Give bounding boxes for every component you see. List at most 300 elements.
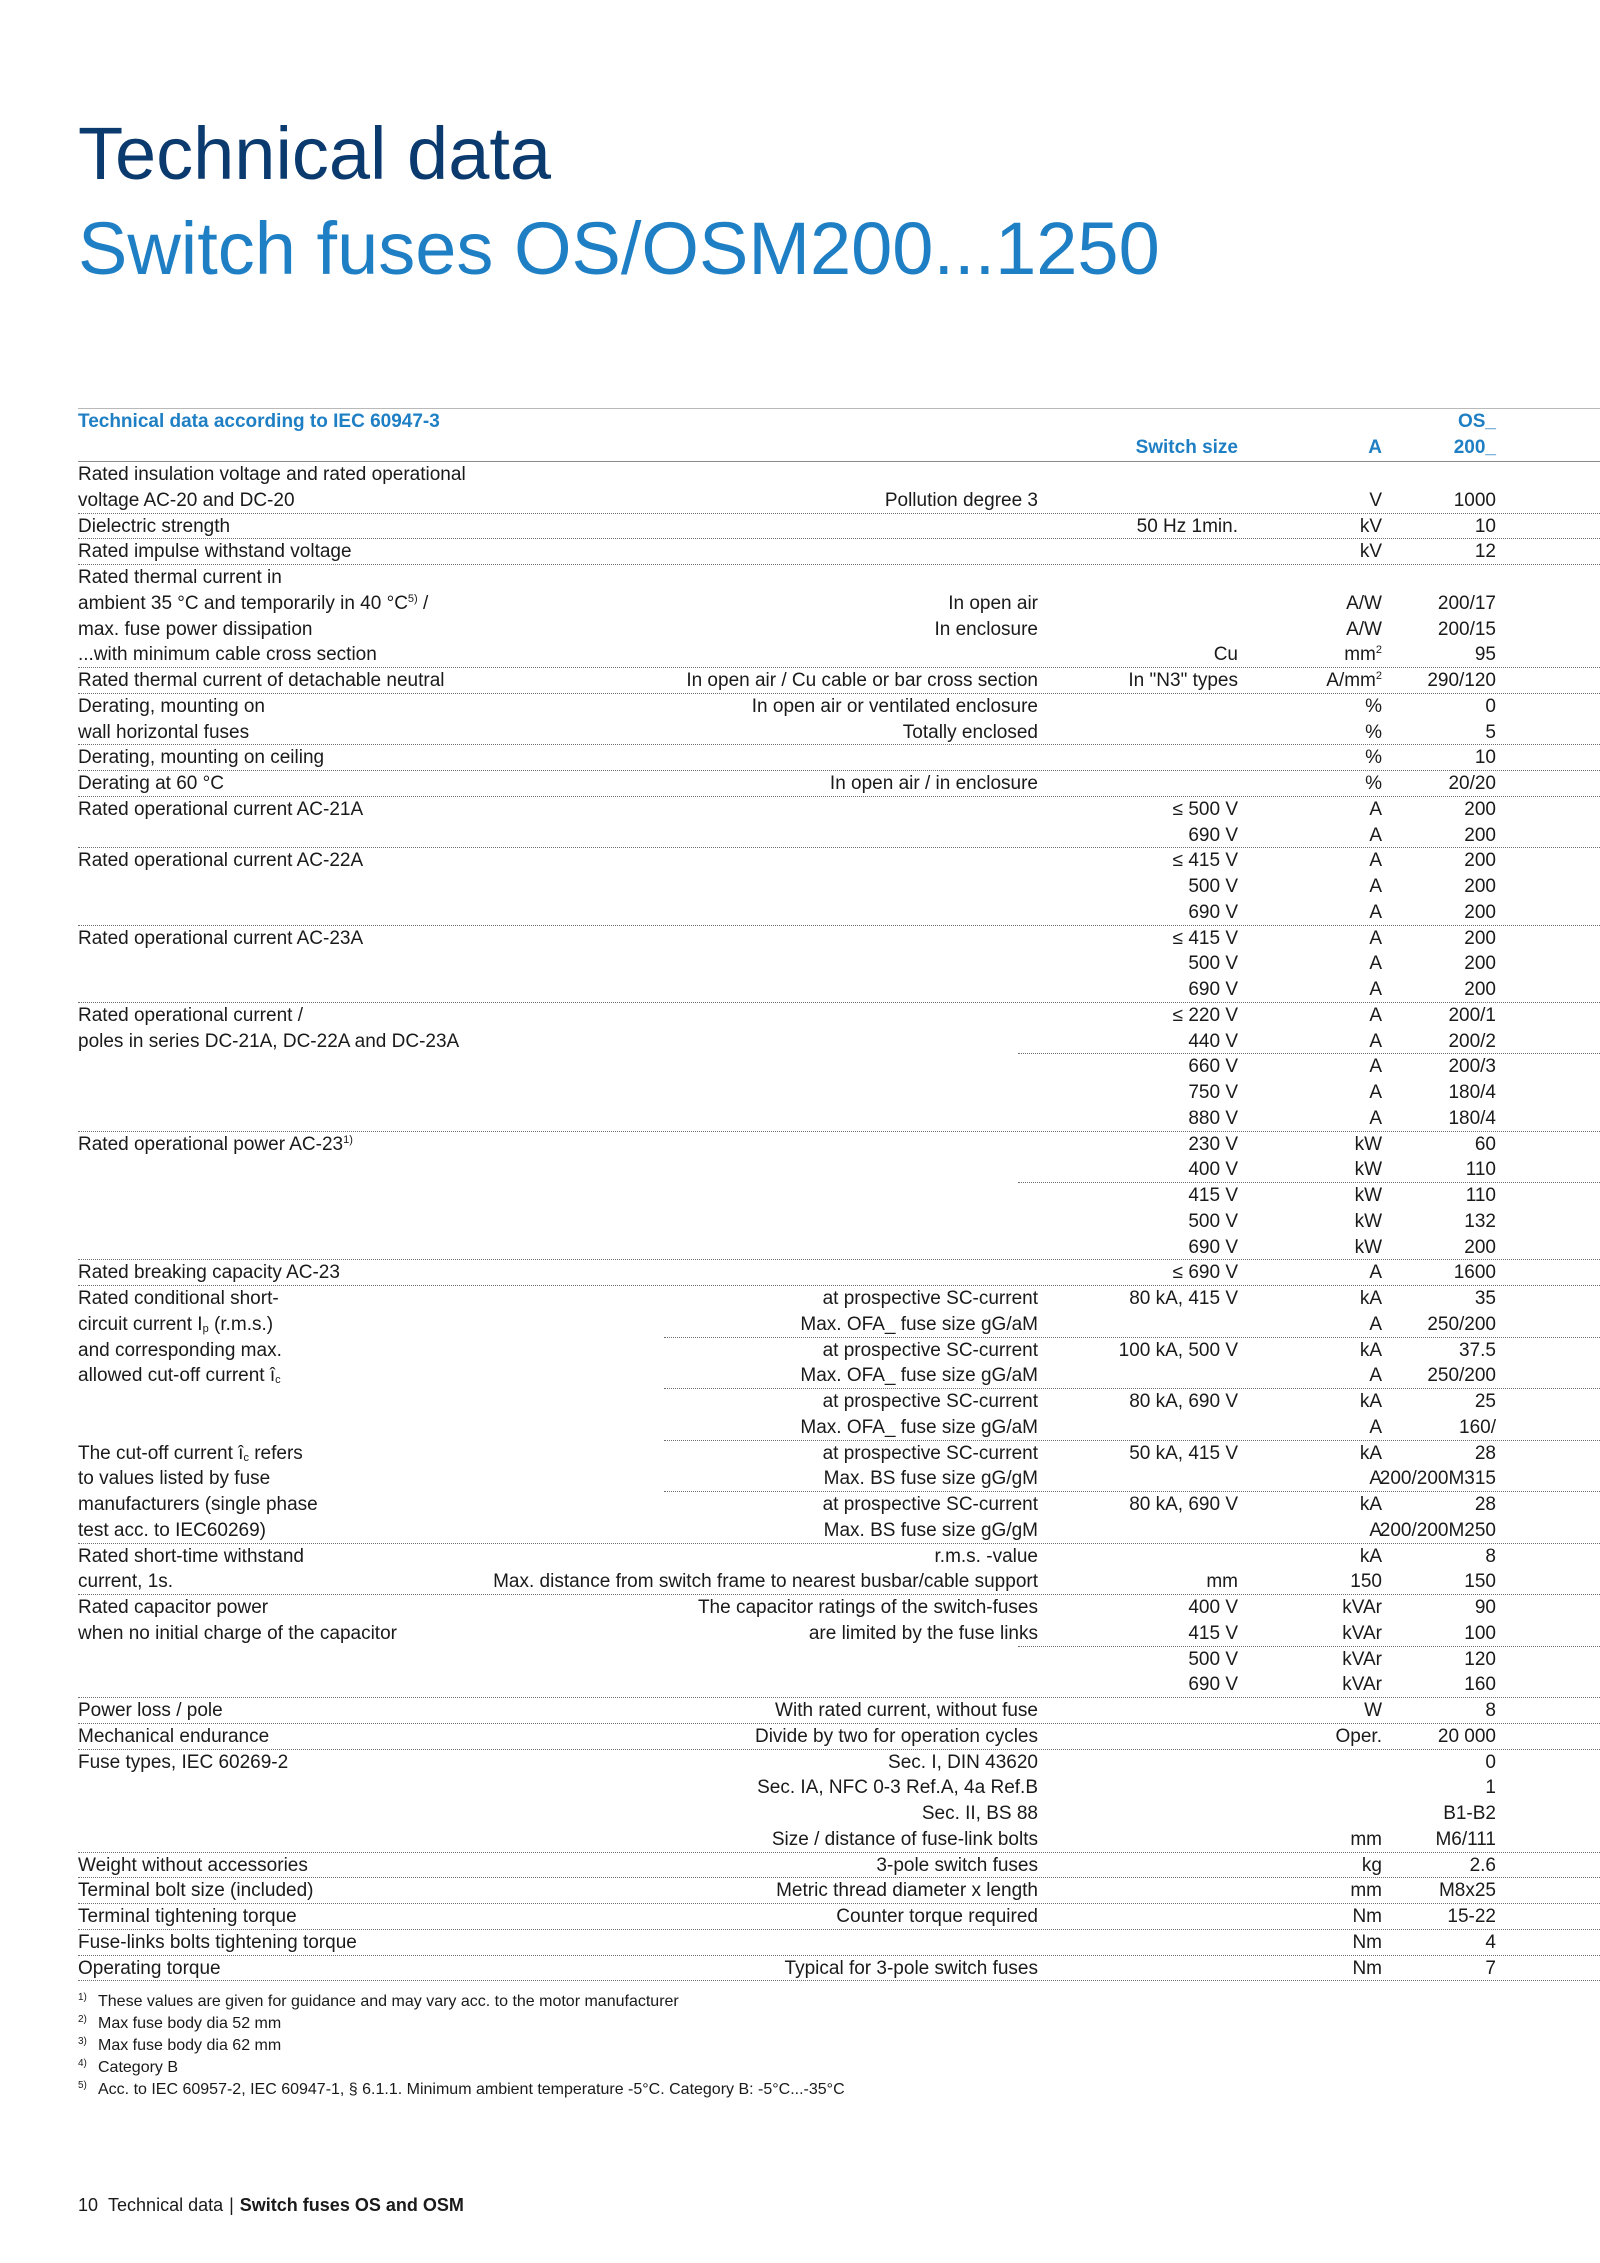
row-unit-text: kA xyxy=(1359,1288,1382,1309)
row-condition-text: Divide by two for operation cycles xyxy=(754,1725,1038,1747)
table-row xyxy=(78,823,1600,849)
row-label-text: wall horizontal fuses xyxy=(78,721,250,743)
row-value xyxy=(1443,1801,1496,1827)
row-unit-text: kA xyxy=(1359,1442,1382,1464)
row-label xyxy=(78,488,295,514)
row-label xyxy=(78,720,249,746)
row-label xyxy=(78,1029,459,1055)
row-label xyxy=(78,1492,318,1518)
row-value-text: 15-22 xyxy=(1447,1906,1496,1927)
row-value xyxy=(1438,617,1496,643)
row-condition-text: Pollution degree 3 xyxy=(884,489,1038,511)
row-unit-text: kA xyxy=(1359,1494,1382,1515)
row-label xyxy=(78,745,324,771)
row-switch-size xyxy=(1188,1106,1238,1132)
row-switch-size-text: 500 V xyxy=(1188,876,1238,897)
row-unit xyxy=(1369,1106,1382,1132)
table-row xyxy=(78,1672,1600,1698)
table-row xyxy=(78,1724,1600,1750)
row-condition xyxy=(903,720,1038,746)
table-header-row-2 xyxy=(78,435,1600,462)
row-condition xyxy=(772,1827,1038,1853)
row-condition-text: Totally enclosed xyxy=(902,721,1038,743)
row-switch-size-text: 690 V xyxy=(1188,824,1238,846)
row-label xyxy=(78,926,363,952)
footer-separator: | xyxy=(229,2195,234,2215)
row-switch-size xyxy=(1214,642,1238,668)
row-switch-size xyxy=(1137,514,1238,540)
row-label-text: Operating torque xyxy=(78,1957,221,1979)
footnote-text: Max fuse body dia 52 mm xyxy=(98,2015,282,2032)
row-label xyxy=(78,771,224,797)
row-unit-text: % xyxy=(1365,773,1382,794)
row-unit xyxy=(1365,694,1382,720)
row-unit xyxy=(1360,1441,1382,1467)
row-unit xyxy=(1369,823,1382,849)
row-condition-text: Sec. IA, NFC 0-3 Ref.A, 4a Ref.B xyxy=(757,1777,1038,1799)
footnote-text: Category B xyxy=(98,2059,179,2076)
table-row xyxy=(78,617,1600,643)
row-unit xyxy=(1369,1003,1382,1029)
row-condition-text: r.m.s. -value xyxy=(934,1545,1038,1567)
row-unit xyxy=(1352,1956,1382,1982)
subscript: p xyxy=(202,1322,209,1335)
row-condition xyxy=(775,1698,1038,1724)
row-unit-text: 150 xyxy=(1350,1571,1382,1593)
row-switch-size xyxy=(1129,1286,1238,1312)
row-switch-size xyxy=(1188,823,1238,849)
row-value xyxy=(1485,1956,1496,1982)
row-unit-text: kA xyxy=(1359,1339,1382,1361)
row-condition xyxy=(922,1801,1038,1827)
footer-doc-title: Switch fuses OS and OSM xyxy=(239,2195,464,2215)
row-condition xyxy=(800,1312,1038,1338)
row-switch-size-text: 690 V xyxy=(1188,901,1238,923)
row-value xyxy=(1464,977,1496,1003)
row-condition xyxy=(823,1338,1038,1364)
row-condition-text: Sec. I, DIN 43620 xyxy=(888,1751,1038,1773)
row-label xyxy=(78,1260,340,1286)
row-unit-text: mm xyxy=(1350,1828,1382,1850)
row-unit xyxy=(1369,1080,1382,1106)
row-switch-size xyxy=(1188,1054,1238,1080)
footnote-mark: 5) xyxy=(78,2080,87,2091)
row-label xyxy=(78,1544,304,1570)
row-unit-text: A xyxy=(1369,850,1382,872)
row-label xyxy=(78,514,230,540)
row-unit-text: A xyxy=(1369,1056,1382,1078)
row-switch-size xyxy=(1188,1029,1238,1055)
row-switch-size-text: 500 V xyxy=(1188,1648,1238,1670)
row-condition xyxy=(823,1389,1038,1415)
row-unit-text: Nm xyxy=(1352,1906,1382,1927)
row-unit xyxy=(1369,797,1382,823)
row-value xyxy=(1448,1080,1496,1106)
footer-section: Technical data xyxy=(108,2195,224,2215)
table-row xyxy=(78,1647,1600,1673)
row-value xyxy=(1464,1621,1496,1647)
row-value xyxy=(1464,848,1496,874)
row-value-text: M8x25 xyxy=(1438,1880,1496,1902)
row-unit xyxy=(1336,1724,1382,1750)
row-unit xyxy=(1369,926,1382,952)
row-unit-text: mm xyxy=(1344,644,1376,666)
row-label xyxy=(78,1750,288,1776)
row-unit xyxy=(1360,1544,1382,1570)
table-caption: Technical data according to IEC 60947-3 xyxy=(78,411,440,432)
row-switch-size-text: 750 V xyxy=(1188,1082,1238,1103)
subscript: c xyxy=(243,1451,249,1464)
row-value xyxy=(1459,1338,1496,1364)
row-value xyxy=(1464,951,1496,977)
row-switch-size-text: Cu xyxy=(1213,644,1238,666)
row-unit xyxy=(1326,668,1382,694)
row-value-text: 200 xyxy=(1464,953,1496,975)
table-body xyxy=(78,462,1600,1981)
table-row xyxy=(78,771,1600,797)
row-switch-size xyxy=(1188,1235,1238,1261)
table-row xyxy=(78,1029,1600,1055)
row-condition xyxy=(934,617,1038,643)
row-condition-text: In enclosure xyxy=(934,618,1038,640)
row-unit-text: kVAr xyxy=(1342,1674,1382,1696)
row-condition xyxy=(800,1363,1038,1389)
table-row xyxy=(78,951,1600,977)
row-label xyxy=(78,1853,308,1879)
row-switch-size xyxy=(1188,874,1238,900)
row-switch-size xyxy=(1188,951,1238,977)
row-value-text: 20/20 xyxy=(1448,773,1496,794)
row-value-text: 12 xyxy=(1474,541,1496,563)
row-switch-size xyxy=(1188,1621,1238,1647)
row-label-text: Weight without accessories xyxy=(78,1854,308,1876)
row-condition xyxy=(757,1775,1038,1801)
row-unit-text: A xyxy=(1369,1365,1382,1387)
row-label-text: Rated operational current / xyxy=(78,1004,303,1026)
row-value-text: 200/1 xyxy=(1448,1004,1496,1026)
row-value xyxy=(1448,771,1496,797)
row-switch-size xyxy=(1129,1389,1238,1415)
row-value xyxy=(1427,1312,1496,1338)
row-value xyxy=(1475,642,1496,668)
row-unit-text: A xyxy=(1369,876,1382,897)
row-label xyxy=(78,1338,282,1364)
table-row xyxy=(78,1698,1600,1724)
row-value xyxy=(1464,1647,1496,1673)
row-label xyxy=(78,668,445,694)
row-switch-size xyxy=(1173,797,1238,823)
row-condition xyxy=(948,591,1038,617)
row-condition xyxy=(752,694,1038,720)
row-condition-text: Max. BS fuse size gG/gM xyxy=(823,1468,1038,1490)
row-label-text: ambient 35 °C and temporarily in 40 °C xyxy=(78,592,408,614)
row-switch-size xyxy=(1129,1441,1238,1467)
row-condition-text: Counter torque required xyxy=(836,1906,1038,1927)
row-switch-size-text: mm xyxy=(1206,1571,1238,1593)
technical-data-table xyxy=(78,408,1600,1981)
row-unit-text: A xyxy=(1369,1082,1382,1103)
row-label-text: Rated insulation voltage and rated operational xyxy=(78,464,466,485)
row-unit-text: % xyxy=(1365,695,1382,717)
row-value xyxy=(1475,1286,1496,1312)
table-row xyxy=(78,591,1600,617)
row-condition-text: Max. OFA_ fuse size gG/aM xyxy=(800,1313,1038,1335)
row-unit xyxy=(1360,514,1382,540)
row-unit xyxy=(1352,1930,1382,1956)
table-row xyxy=(78,1492,1600,1518)
row-label-text: Derating at 60 °C xyxy=(78,773,224,794)
row-value xyxy=(1448,1029,1496,1055)
row-switch-size-text: 400 V xyxy=(1188,1159,1238,1181)
row-value-text: 150 xyxy=(1464,1571,1496,1593)
row-unit xyxy=(1355,1157,1382,1183)
row-label-text: Rated conditional short- xyxy=(78,1288,279,1309)
table-row xyxy=(78,1518,1600,1544)
row-unit-text: A xyxy=(1369,824,1382,846)
row-unit xyxy=(1364,1698,1382,1724)
row-switch-size xyxy=(1173,1003,1238,1029)
row-value-text: 5 xyxy=(1485,721,1496,743)
row-condition-text: Max. OFA_ fuse size gG/aM xyxy=(800,1416,1038,1438)
row-switch-size-text: In "N3" types xyxy=(1128,670,1238,691)
row-switch-size xyxy=(1188,1647,1238,1673)
row-switch-size-text: 50 Hz 1min. xyxy=(1136,515,1238,537)
row-unit-text: A xyxy=(1369,1262,1382,1284)
row-unit-text: V xyxy=(1369,489,1382,511)
row-label-text: current, 1s. xyxy=(78,1571,174,1593)
row-unit xyxy=(1355,1209,1382,1235)
row-label-text: Rated impulse withstand voltage xyxy=(78,541,352,563)
row-switch-size xyxy=(1188,1183,1238,1209)
row-value-text: 60 xyxy=(1474,1133,1496,1155)
row-label-text: Fuse types, IEC 60269-2 xyxy=(78,1751,289,1773)
footnote-mark: 3) xyxy=(78,2036,87,2047)
row-label xyxy=(78,1569,173,1595)
row-unit-text: A xyxy=(1369,1004,1382,1026)
row-condition-text: With rated current, without fuse xyxy=(775,1700,1038,1721)
row-value xyxy=(1427,1363,1496,1389)
row-label-text: Fuse-links bolts tightening torque xyxy=(78,1931,357,1953)
row-unit xyxy=(1362,1853,1382,1879)
row-condition-text: In open air xyxy=(948,592,1038,614)
row-label xyxy=(78,1466,270,1492)
row-value xyxy=(1464,1672,1496,1698)
row-unit-text: kVAr xyxy=(1342,1648,1382,1670)
row-unit-text: A xyxy=(1369,1107,1382,1129)
row-switch-size-text: 100 kA, 500 V xyxy=(1118,1339,1238,1361)
row-value-text: 1000 xyxy=(1453,489,1496,511)
row-label xyxy=(78,1363,281,1389)
table-row xyxy=(78,462,1600,488)
row-unit xyxy=(1352,1904,1382,1930)
table-row xyxy=(78,1157,1600,1183)
row-switch-size-text: 80 kA, 415 V xyxy=(1129,1288,1238,1309)
table-row xyxy=(78,797,1600,823)
row-value xyxy=(1464,823,1496,849)
row-condition-text: at prospective SC-current xyxy=(822,1391,1038,1412)
footnote-mark: 1) xyxy=(78,1992,87,2003)
row-condition-text: In open air or ventilated enclosure xyxy=(751,695,1038,717)
row-condition-text: are limited by the fuse links xyxy=(808,1622,1038,1644)
row-label-text: Rated operational current AC-22A xyxy=(78,850,364,872)
row-condition xyxy=(823,1286,1038,1312)
row-label-text: Dielectric strength xyxy=(78,515,231,537)
row-unit-text: kVAr xyxy=(1342,1597,1382,1618)
row-switch-size-text: 690 V xyxy=(1188,979,1238,1000)
row-unit xyxy=(1369,951,1382,977)
table-row xyxy=(78,1775,1600,1801)
row-switch-size xyxy=(1188,1672,1238,1698)
row-condition-text: Max. BS fuse size gG/gM xyxy=(823,1519,1038,1541)
row-value-text: 200 xyxy=(1464,979,1496,1000)
row-switch-size-text: ≤ 220 V xyxy=(1172,1004,1238,1026)
row-value-text: 37.5 xyxy=(1459,1339,1496,1361)
row-value xyxy=(1475,514,1496,540)
page-footer xyxy=(78,2195,464,2216)
row-unit-text: A/W xyxy=(1346,592,1382,614)
row-label xyxy=(78,694,265,720)
row-label xyxy=(78,848,363,874)
table-row xyxy=(78,848,1600,874)
row-unit xyxy=(1350,1569,1382,1595)
row-condition xyxy=(824,1466,1038,1492)
row-unit xyxy=(1369,1054,1382,1080)
row-condition xyxy=(809,1621,1038,1647)
row-label-suffix: (r.m.s.) xyxy=(208,1313,274,1335)
row-condition xyxy=(888,1750,1038,1776)
row-switch-size xyxy=(1173,1260,1238,1286)
row-value-text: 200 xyxy=(1464,824,1496,846)
row-switch-size-text: 880 V xyxy=(1188,1107,1238,1129)
row-unit xyxy=(1344,642,1382,668)
row-switch-size-text: 660 V xyxy=(1188,1056,1238,1078)
table-row xyxy=(78,539,1600,565)
row-value xyxy=(1380,1466,1496,1492)
table-row xyxy=(78,514,1600,540)
row-unit xyxy=(1369,1415,1382,1441)
row-value xyxy=(1439,1878,1496,1904)
row-value-text: 28 xyxy=(1474,1494,1496,1515)
footnote-text: Max fuse body dia 62 mm xyxy=(98,2037,282,2054)
row-value-text: 10 xyxy=(1474,515,1496,537)
row-value xyxy=(1448,1054,1496,1080)
row-unit xyxy=(1342,1595,1382,1621)
row-unit-text: kg xyxy=(1361,1854,1382,1876)
product-prefix: OS_ xyxy=(1457,411,1496,432)
row-value-text: 25 xyxy=(1474,1391,1496,1412)
row-value xyxy=(1475,1132,1496,1158)
row-label-text: poles in series DC-21A, DC-22A and DC-23A xyxy=(78,1030,460,1052)
row-unit-text: Oper. xyxy=(1335,1725,1382,1747)
row-label-text: voltage AC-20 and DC-20 xyxy=(78,489,295,511)
table-row xyxy=(78,1801,1600,1827)
row-value xyxy=(1438,591,1496,617)
table-row xyxy=(78,1106,1600,1132)
row-value-text: 1 xyxy=(1485,1777,1496,1799)
row-label-text: to values listed by fuse xyxy=(78,1468,271,1490)
row-unit-text: kW xyxy=(1354,1210,1382,1232)
row-unit xyxy=(1360,1492,1382,1518)
row-unit xyxy=(1360,1389,1382,1415)
row-value xyxy=(1435,1827,1496,1853)
row-value xyxy=(1475,745,1496,771)
row-switch-size-text: 500 V xyxy=(1188,1210,1238,1232)
row-label xyxy=(78,617,312,643)
footnote-text: Acc. to IEC 60957-2, IEC 60947-1, § 6.1.1. Minimum ambient temperature -5°C. Category B: -5°C...-35°C xyxy=(98,2081,845,2098)
row-condition xyxy=(876,1853,1038,1879)
row-label-text: Rated operational current AC-21A xyxy=(78,798,364,820)
table-row xyxy=(78,1878,1600,1904)
row-label-text: manufacturers (single phase xyxy=(78,1494,318,1515)
row-unit xyxy=(1342,1621,1382,1647)
table-row xyxy=(78,1827,1600,1853)
row-value-text: 200 xyxy=(1464,798,1496,820)
table-row xyxy=(78,642,1600,668)
row-value-text: 200 xyxy=(1464,901,1496,923)
row-value-text: 1600 xyxy=(1453,1262,1496,1284)
table-row xyxy=(78,745,1600,771)
row-label-text: max. fuse power dissipation xyxy=(78,618,313,640)
row-label-suffix: / xyxy=(417,592,429,614)
table-row xyxy=(78,1260,1600,1286)
row-value-text: 100 xyxy=(1464,1622,1496,1644)
row-value-text: 7 xyxy=(1485,1957,1496,1979)
row-condition xyxy=(686,668,1038,694)
row-unit xyxy=(1369,977,1382,1003)
table-row xyxy=(78,1312,1600,1338)
row-switch-size xyxy=(1128,668,1238,694)
unit-header: A xyxy=(1368,437,1382,458)
row-label-text: Rated breaking capacity AC-23 xyxy=(78,1262,340,1284)
row-condition-text: Max. distance from switch frame to nearest busbar/cable support xyxy=(493,1571,1038,1593)
row-label xyxy=(78,1312,273,1338)
row-unit-text: A xyxy=(1369,953,1382,975)
row-label-text: Derating, mounting on xyxy=(78,695,265,717)
row-value-text: 200 xyxy=(1464,927,1496,949)
row-unit xyxy=(1342,1672,1382,1698)
row-value-text: 200/200M250 xyxy=(1379,1519,1496,1541)
row-unit-text: kV xyxy=(1359,515,1382,537)
row-unit-text: kV xyxy=(1359,541,1382,563)
table-row xyxy=(78,1544,1600,1570)
row-unit-text: Nm xyxy=(1352,1957,1382,1979)
row-label-text: Terminal tightening torque xyxy=(78,1906,297,1927)
row-value xyxy=(1466,1157,1496,1183)
row-label-text: ...with minimum cable cross section xyxy=(78,644,377,666)
table-row xyxy=(78,1621,1600,1647)
row-switch-size xyxy=(1173,848,1238,874)
table-row xyxy=(78,720,1600,746)
row-value xyxy=(1454,1260,1496,1286)
row-unit xyxy=(1360,539,1382,565)
table-row xyxy=(78,900,1600,926)
table-row xyxy=(78,1363,1600,1389)
table-row xyxy=(78,926,1600,952)
row-label xyxy=(78,1003,303,1029)
row-switch-size xyxy=(1129,1492,1238,1518)
row-condition-text: Sec. II, BS 88 xyxy=(921,1803,1038,1824)
row-label xyxy=(78,1595,268,1621)
row-label-text: Rated operational power AC-23 xyxy=(78,1133,344,1155)
table-row xyxy=(78,1209,1600,1235)
row-condition xyxy=(824,1518,1038,1544)
row-value xyxy=(1454,488,1496,514)
row-unit xyxy=(1369,848,1382,874)
row-value xyxy=(1448,1003,1496,1029)
table-header-row-1 xyxy=(78,408,1600,435)
row-condition xyxy=(755,1724,1038,1750)
table-row xyxy=(78,1132,1600,1158)
